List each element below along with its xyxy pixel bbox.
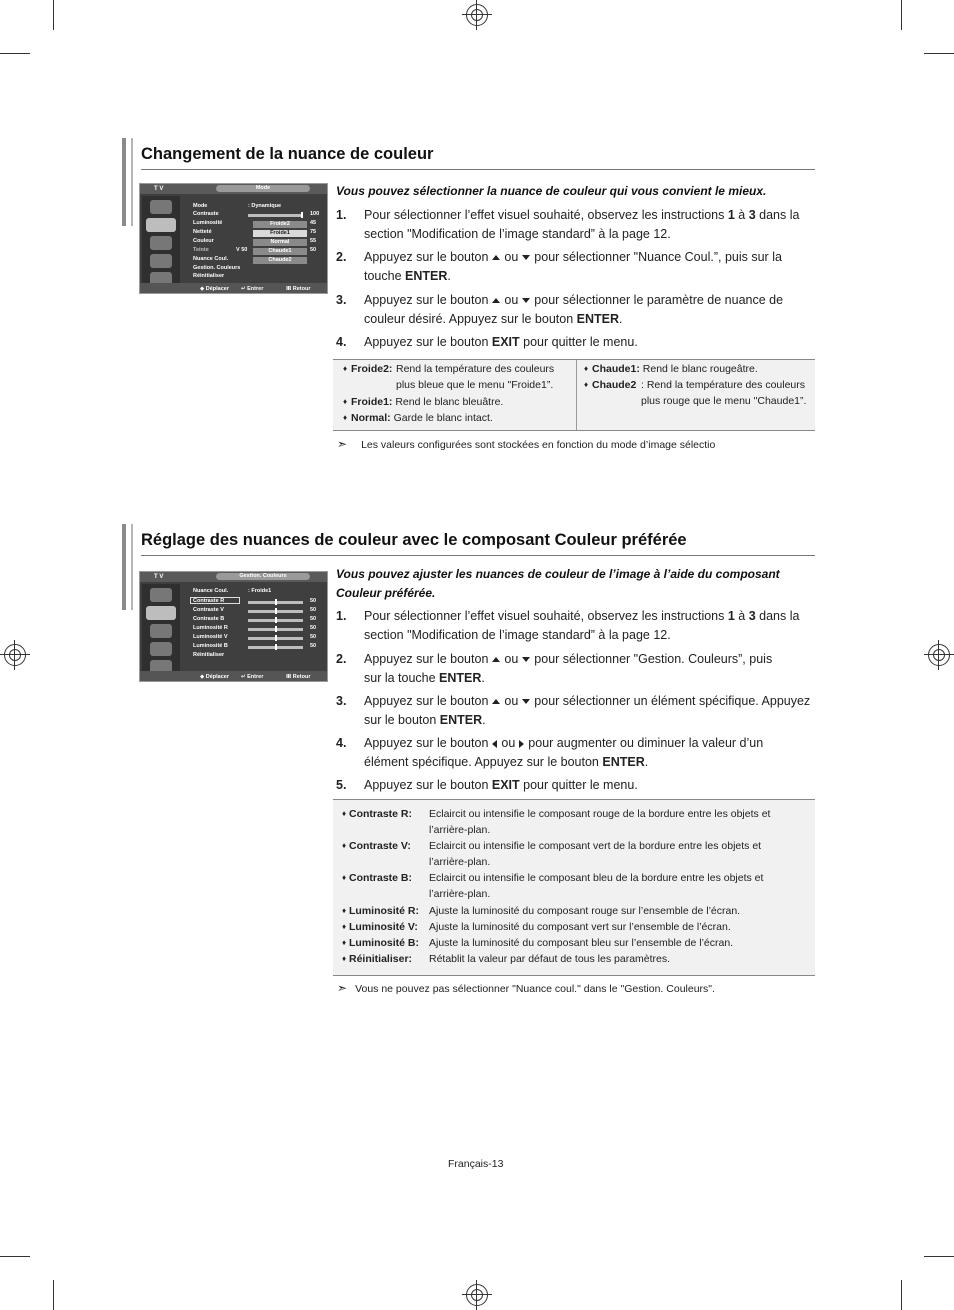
slider — [248, 619, 303, 622]
tv-label: T V — [154, 574, 164, 580]
section-intro: Vous pouvez ajuster les nuances de couleur de l’image à l’aide du composant — [336, 567, 780, 581]
menu-title: Gestion. Couleurs — [216, 573, 310, 580]
menu-row: Réinitialiser — [193, 652, 225, 658]
menu-row: Couleur — [193, 238, 214, 244]
section-rule — [141, 555, 815, 556]
section-bar — [131, 138, 133, 226]
slider-value: 50 — [310, 247, 317, 253]
note: ➣ Les valeurs configurées sont stockées en fonction du mode d’image sélectio — [337, 437, 716, 451]
registration-mark-icon — [928, 644, 950, 666]
dropdown-option-selected: Froide1 — [253, 230, 307, 237]
page-number: Français-13 — [448, 1158, 504, 1170]
teinte-value: V 50 — [236, 247, 248, 253]
slider-value: 50 — [310, 643, 317, 649]
hint-enter: ↵ Entrer — [241, 674, 264, 680]
mode-value: : Dynamique — [248, 203, 282, 209]
hint-enter: ↵ Entrer — [241, 286, 264, 292]
slider — [248, 637, 303, 640]
menu-sidebar — [142, 584, 180, 674]
up-arrow-icon — [492, 699, 500, 704]
section-rule — [141, 169, 815, 170]
tv-menu-screenshot — [139, 571, 328, 682]
up-arrow-icon — [492, 255, 500, 260]
slider — [248, 214, 303, 217]
dropdown-option: Normal — [253, 239, 307, 246]
dropdown-option: Froide2 — [253, 221, 307, 228]
menu-title: Mode — [216, 185, 310, 192]
note-icon: ➣ — [337, 437, 348, 451]
crop-mark — [901, 1280, 902, 1310]
note-icon: ➣ — [337, 981, 348, 995]
menu-row: Contraste V — [193, 607, 224, 613]
slider-value: 50 — [310, 634, 317, 640]
menu-row: Gestion. Couleurs — [193, 265, 241, 271]
hint-move: ◆ Déplacer — [200, 674, 230, 680]
option-table: ♦ Froide2: Rend la température des couleurs plus bleue que le menu "Froide1”. ♦ Froide1: Rend le blanc bleuâtre. ♦ Normal: Garde le blanc intact. ♦ Chaude1: Rend le blanc rougeâtre. ♦ Chaude2 : Rend la température des couleurs plus rouge que le menu "Chaude1”. — [333, 359, 815, 431]
section-title: Réglage des nuances de couleur avec le composant Couleur préférée — [141, 531, 687, 549]
hint-move: ◆ Déplacer — [200, 286, 230, 292]
slider-value: 50 — [310, 598, 317, 604]
slider-value: 50 — [310, 616, 317, 622]
down-arrow-icon — [522, 699, 530, 704]
sound-icon — [150, 236, 172, 250]
menu-sidebar — [142, 196, 180, 286]
down-arrow-icon — [522, 298, 530, 303]
menu-row: Contraste R — [193, 598, 225, 604]
menu-row: Réinitialiser — [193, 273, 225, 279]
crop-mark — [924, 1256, 954, 1257]
hint-return: Ⅲ Retour — [286, 286, 311, 292]
slider — [248, 610, 303, 613]
crop-mark — [53, 1280, 54, 1310]
picture-icon — [146, 606, 176, 620]
dropdown-option: Chaude2 — [253, 257, 307, 264]
nuance-value: : Froide1 — [248, 588, 272, 594]
menu-row: Contraste — [193, 211, 219, 217]
up-arrow-icon — [492, 657, 500, 662]
crop-mark — [901, 0, 902, 30]
section-bar — [122, 524, 126, 610]
right-arrow-icon — [519, 740, 524, 748]
menu-row: Mode — [193, 203, 208, 209]
registration-mark-icon — [466, 1284, 488, 1306]
down-arrow-icon — [522, 657, 530, 662]
picture-icon — [146, 218, 176, 232]
section-intro: Vous pouvez sélectionner la nuance de couleur qui vous convient le mieux. — [336, 184, 767, 198]
slider-value: 50 — [310, 607, 317, 613]
slider-value: 75 — [310, 229, 317, 235]
crop-mark — [924, 53, 954, 54]
left-arrow-icon — [492, 740, 497, 748]
dropdown-option: Chaude1 — [253, 248, 307, 255]
input-icon — [150, 200, 172, 214]
section-intro: Couleur préférée. — [336, 586, 436, 600]
hint-return: Ⅲ Retour — [286, 674, 311, 680]
menu-row: Teinte — [193, 247, 209, 253]
registration-mark-icon — [4, 644, 26, 666]
slider — [248, 601, 303, 604]
crop-mark — [53, 0, 54, 30]
down-arrow-icon — [522, 255, 530, 260]
section-bar — [122, 138, 126, 226]
note: ➣ Vous ne pouvez pas sélectionner "Nuance coul." dans le "Gestion. Couleurs". — [337, 981, 715, 995]
slider-value: 45 — [310, 220, 317, 226]
slider-value: 50 — [310, 625, 317, 631]
up-arrow-icon — [492, 298, 500, 303]
slider-value: 55 — [310, 238, 317, 244]
slider-value: 100 — [310, 211, 320, 217]
slider — [248, 646, 303, 649]
menu-row: Nuance Coul. — [193, 588, 229, 594]
menu-row: Luminosité B — [193, 643, 228, 649]
tv-menu-screenshot — [139, 183, 328, 294]
menu-row: Luminosité V — [193, 634, 228, 640]
option-table: ♦ Contraste R: Eclaircit ou intensifie le composant rouge de la bordure entre les objets et l’arrière-plan. ♦ Contraste V: Eclaircit ou intensifie le composant vert de la bordure entre les objets et l’arrière-plan. ♦ Contraste B: Eclaircit ou intensifie le composant bleu de la bordure entre les objets et l’arrière-plan. ♦ Luminosité R: Ajuste la luminosité du composant rouge sur l’ensemble de l’écran. ♦ Luminosité V: Ajuste la luminosité du composant vert sur l’ensemble de l’écran. ♦ Luminosité B: Ajuste la luminosité du composant bleu sur l’ensemble de l’écran. ♦ Réinitialiser: Rétablit la valeur par défaut de tous les paramètres. — [333, 799, 815, 976]
slider — [248, 628, 303, 631]
menu-row: Netteté — [193, 229, 212, 235]
menu-row: Luminosité — [193, 220, 223, 226]
channel-icon — [150, 642, 172, 656]
channel-icon — [150, 254, 172, 268]
menu-row: Contraste B — [193, 616, 225, 622]
crop-mark — [0, 1256, 30, 1257]
menu-row: Luminosité R — [193, 625, 228, 631]
sound-icon — [150, 624, 172, 638]
menu-row: Nuance Coul. — [193, 256, 229, 262]
registration-mark-icon — [466, 4, 488, 26]
section-bar — [131, 524, 133, 610]
section-title: Changement de la nuance de couleur — [141, 145, 434, 163]
crop-mark — [0, 53, 30, 54]
tv-label: T V — [154, 186, 164, 192]
input-icon — [150, 588, 172, 602]
